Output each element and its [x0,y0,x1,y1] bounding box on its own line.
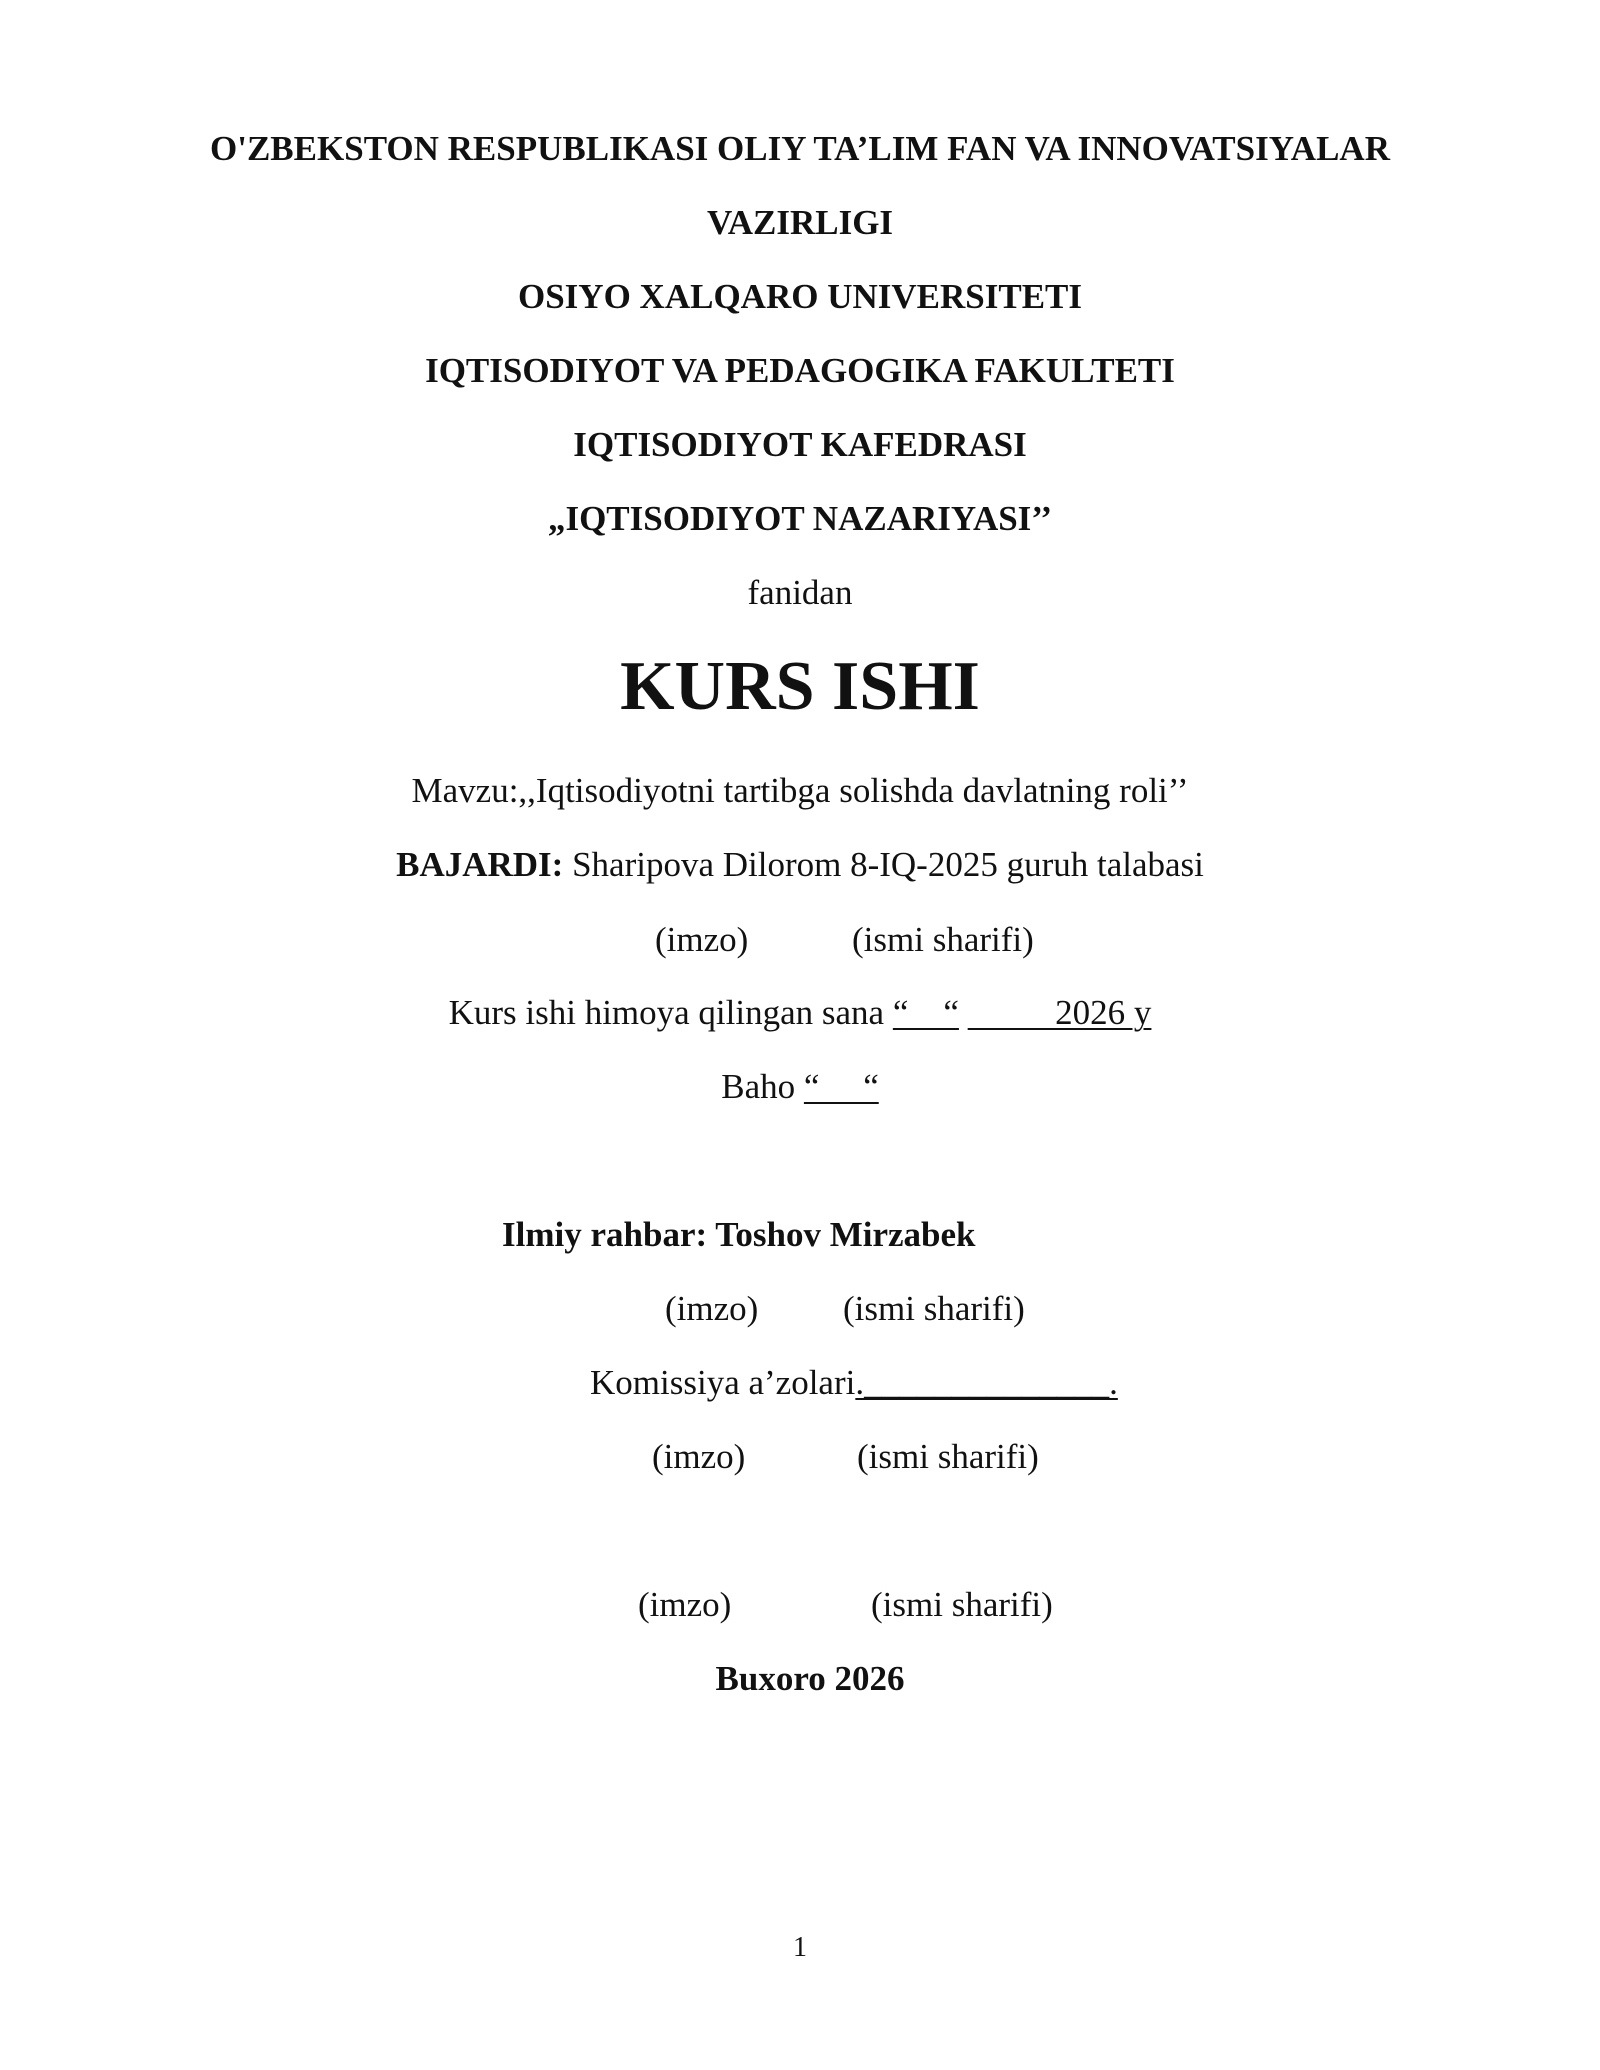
city-year: Buxoro 2026 [715,1659,905,1698]
supervisor-line: Ilmiy rahbar: Toshov Mirzabek [502,1215,976,1254]
author-sign-label: (imzo) [655,920,749,959]
author-name-label: (ismi sharifi) [852,920,1034,959]
author-label: BAJARDI: [396,845,564,884]
commission-sign-label-1: (imzo) [652,1437,746,1476]
department-name: IQTISODIYOT KAFEDRASI [573,425,1027,464]
university-name: OSIYO XALQARO UNIVERSITETI [517,277,1083,316]
commission-label: Komissiya a’zolari [590,1363,856,1402]
commission-name-label-1: (ismi sharifi) [857,1437,1039,1476]
subject-name: „IQTISODIYOT NAZARIYASI’’ [547,499,1053,538]
defense-label: Kurs ishi himoya qilingan sana [448,993,893,1032]
commission-line [590,1363,1118,1403]
commission-blank[interactable]: .______________. [855,1363,1118,1402]
faculty-name: IQTISODIYOT VA PEDAGOGIKA FAKULTETI [425,351,1175,390]
author-line [0,845,1600,885]
supervisor-name-label: (ismi sharifi) [843,1289,1025,1328]
page-number: 1 [793,1932,807,1963]
commission-sign-label-2: (imzo) [638,1585,732,1624]
grade-label: Baho [721,1067,804,1106]
grade-line [0,1067,1600,1107]
document-title: KURS ISHI [620,648,980,725]
defense-year-blank[interactable]: 2026 y [967,993,1152,1032]
grade-blank[interactable]: “ “ [803,1067,879,1106]
defense-day-blank[interactable]: “ “ [892,993,959,1032]
author-value: Sharipova Dilorom 8-IQ-2025 guruh talabasi [563,845,1204,884]
defense-date-line [0,993,1600,1033]
topic-line: Mavzu:,,Iqtisodiyotni tartibga solishda davlatning roli’’ [411,771,1189,810]
ministry-line-2: VAZIRLIGI [706,203,894,242]
supervisor-sign-label: (imzo) [665,1289,759,1328]
ministry-line-1: O'ZBEKSTON RESPUBLIKASI OLIY TA’LIM FAN VA INNOVATSIYALAR [210,129,1390,168]
commission-name-label-2: (ismi sharifi) [871,1585,1053,1624]
subject-suffix: fanidan [747,573,853,612]
